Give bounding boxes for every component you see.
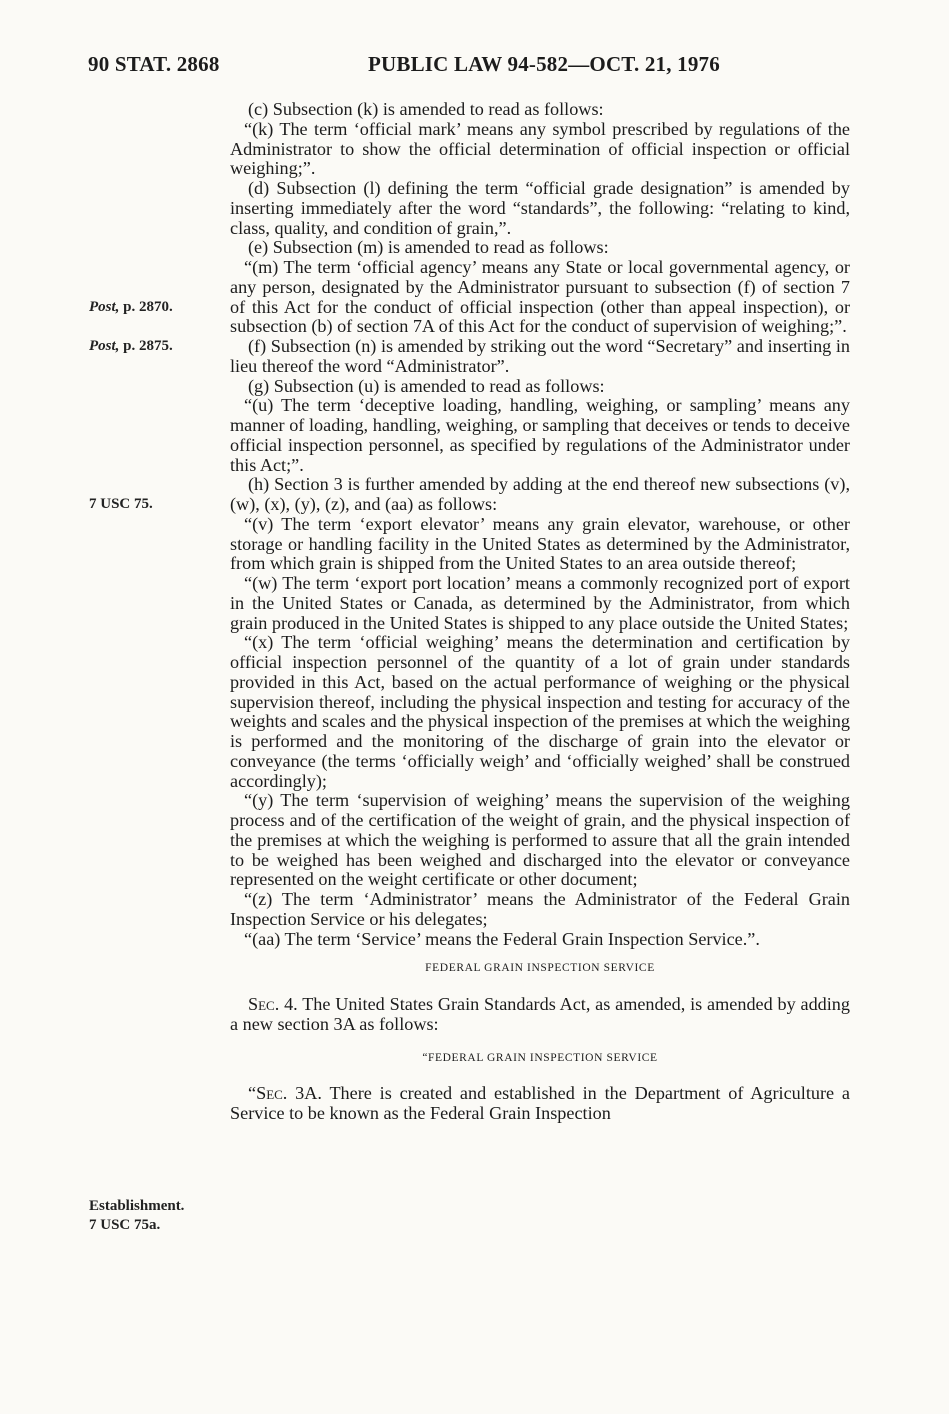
paragraph-k: “(k) The term ‘official mark’ means any symbol prescribed by regulations of the Administrator to show the official determination of official inspection or official weighing;”. — [230, 118, 850, 179]
paragraph-x: “(x) The term ‘official weighing’ means the determination and certification by official inspection personnel of the quantity of a lot of grain under standards provided in this Act, based on the actual performance of weighing or the physical supervision thereof, including the physical inspection and testing for accuracy of the weights and scales and the physical inspection of the premises at which the weighing is performed and the monitoring of the discharge of grain into the elevator or conveyance (the terms ‘officially weigh’ and ‘officially weighed’ shall be construed accordingly); — [230, 632, 850, 791]
section-heading: FEDERAL GRAIN INSPECTION SERVICE — [425, 962, 655, 975]
margin-note-page: p. 2875. — [119, 338, 173, 354]
paragraph-f: (f) Subsection (n) is amended by striking out the word “Secretary” and inserting in lieu thereof the word “Administrator”. — [230, 336, 850, 376]
paragraph-c: (c) Subsection (k) is amended to read as follows: — [248, 99, 604, 119]
margin-note-post-2875 — [89, 337, 173, 356]
section-heading-quoted: “FEDERAL GRAIN INSPECTION SERVICE — [422, 1051, 658, 1064]
paragraph-g: (g) Subsection (u) is amended to read as follows: — [248, 375, 605, 396]
margin-note-page: p. 2870. — [119, 299, 173, 315]
section-4-text: 4. The United States Grain Standards Act, as amended, is amended by adding a new section 3A as follows: — [230, 994, 850, 1034]
paragraph-aa: “(aa) The term ‘Service’ means the Federal Grain Inspection Service.”. — [244, 928, 760, 949]
paragraph-w: “(w) The term ‘export port location’ means a commonly recognized port of export in the United States or Canada, as determined by the Administrator, from which grain produced in the United States is shipped to any place outside the United States; — [230, 573, 850, 633]
paragraph-u: “(u) The term ‘deceptive loading, handling, weighing, or sampling’ means any manner of loading, handling, weighing, or sampling that deceives or tends to deceive official inspection personnel, as specified by regulations of the Administrator under this Act;”. — [230, 395, 850, 475]
section-3a-paragraph — [230, 1084, 850, 1124]
paragraph-y: “(y) The term ‘supervision of weighing’ means the supervision of the weighing process and of the certification of the weight of grain, and the physical inspection of the premises at which the weighing is performed to assure that all the grain intended to be weighed has been weighed and discharged into the elevator or conveyance represented on the weight certificate or other document; — [230, 790, 850, 890]
paragraph-e: (e) Subsection (m) is amended to read as follows: — [248, 237, 609, 258]
paragraph-d: (d) Subsection (l) defining the term “official grade designation” is amended by inserting immediately after the word “standards”, the following: “relating to kind, class, quality, and condition of grain,”. — [230, 178, 850, 238]
section-4-paragraph — [230, 995, 850, 1035]
body-text — [230, 100, 850, 1124]
margin-note-post-label: Post, — [89, 338, 120, 354]
page-title: PUBLIC LAW 94-582—OCT. 21, 1976 — [368, 52, 720, 76]
paragraph-m: “(m) The term ‘official agency’ means any State or local governmental agency, or any person, designated by the Administrator pursuant to subsection (f) of section 7 of this Act for the conduct of official inspection (other than appeal inspection), or subsection (b) of section 7A of this Act for the conduct of supervision of weighing;”. — [230, 257, 850, 337]
paragraph-h: (h) Section 3 is further amended by adding at the end thereof new subsections (v), (w), (x), (y), (z), and (aa) as follows: — [230, 474, 850, 514]
paragraph-z: “(z) The term ‘Administrator’ means the Administrator of the Federal Grain Inspection Service or his delegates; — [230, 889, 850, 929]
stat-reference: 90 STAT. 2868 — [88, 52, 220, 76]
margin-note-7-usc-75a: 7 USC 75a. — [89, 1217, 161, 1233]
paragraph-v: “(v) The term ‘export elevator’ means any grain elevator, warehouse, or other storage or handling facility in the United States as determined by the Administrator, from which grain is shipped from the United States to an area outside thereof; — [230, 513, 850, 574]
margin-note-post-label: Post, — [89, 299, 120, 315]
section-3a-text: 3A. There is created and established in the Department of Agriculture a Service to be known as the Federal Grain Inspection — [230, 1083, 850, 1123]
margin-note-establishment: Establishment. — [89, 1198, 185, 1214]
margin-note-post-2870 — [89, 298, 173, 317]
section-label: “Sec. — [248, 1083, 288, 1104]
section-label: Sec. — [248, 994, 280, 1014]
margin-note-7-usc-75: 7 USC 75. — [89, 496, 153, 512]
